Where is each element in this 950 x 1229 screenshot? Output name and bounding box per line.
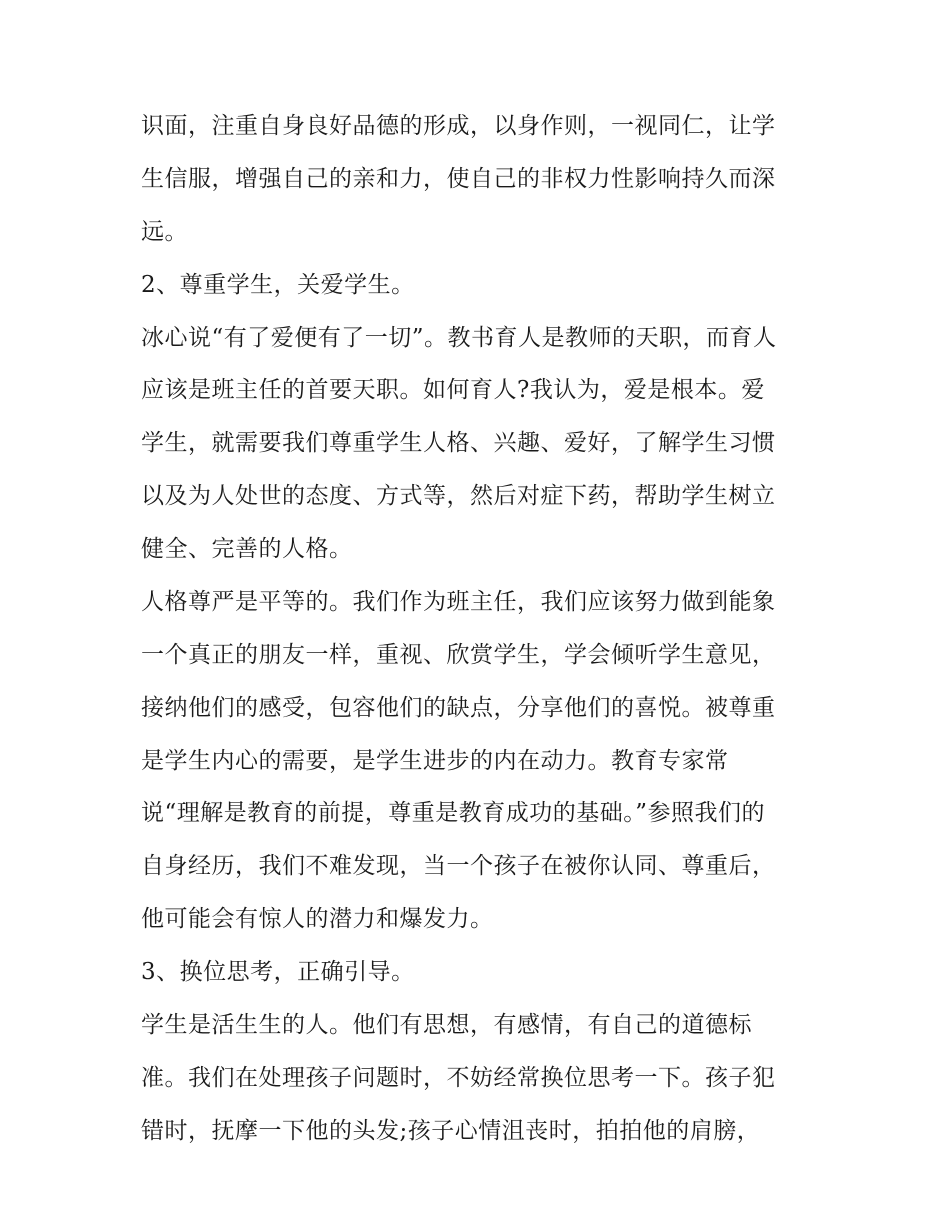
text-line: 人格尊严是平等的。我们作为班主任，我们应该努力做到能象 [141, 589, 776, 615]
text-line: 错时，抚摩一下他的头发;孩子心情沮丧时，拍拍他的肩膀， [141, 1118, 761, 1144]
text-line: 他可能会有惊人的潜力和爆发力。 [141, 906, 494, 932]
text-line: 准。我们在处理孩子问题时，不妨经常换位思考一下。孩子犯 [141, 1065, 776, 1091]
section-heading: 2、尊重学生，关爱学生。 [141, 272, 415, 298]
text-line: 一个真正的朋友一样，重视、欣赏学生，学会倾听学生意见， [141, 642, 776, 668]
text-line: 自身经历，我们不难发现，当一个孩子在被你认同、尊重后， [141, 853, 776, 879]
text-line: 识面，注重自身良好品德的形成，以身作则，一视同仁，让学 [141, 113, 776, 139]
text-line: 远。 [141, 219, 188, 245]
text-line: 生信服，增强自己的亲和力，使自己的非权力性影响持久而深 [141, 166, 776, 192]
text-line: 冰心说“有了爱便有了一切”。教书育人是教师的天职，而育人 [141, 325, 777, 351]
text-line: 学生，就需要我们尊重学生人格、兴趣、爱好，了解学生习惯 [141, 430, 776, 456]
text-line: 以及为人处世的态度、方式等，然后对症下药，帮助学生树立 [141, 483, 776, 509]
text-line: 接纳他们的感受，包容他们的缺点，分享他们的喜悦。被尊重 [141, 695, 776, 721]
text-line: 是学生内心的需要，是学生进步的内在动力。教育专家常 [141, 748, 729, 774]
text-line: 说“理解是教育的前提，尊重是教育成功的基础。”参照我们的 [141, 800, 766, 826]
text-line: 应该是班主任的首要天职。如何育人?我认为，爱是根本。爱 [141, 377, 765, 403]
text-line: 健全、完善的人格。 [141, 536, 353, 562]
text-line: 学生是活生生的人。他们有思想，有感情，有自己的道德标 [141, 1012, 752, 1038]
section-heading: 3、换位思考，正确引导。 [141, 959, 415, 985]
